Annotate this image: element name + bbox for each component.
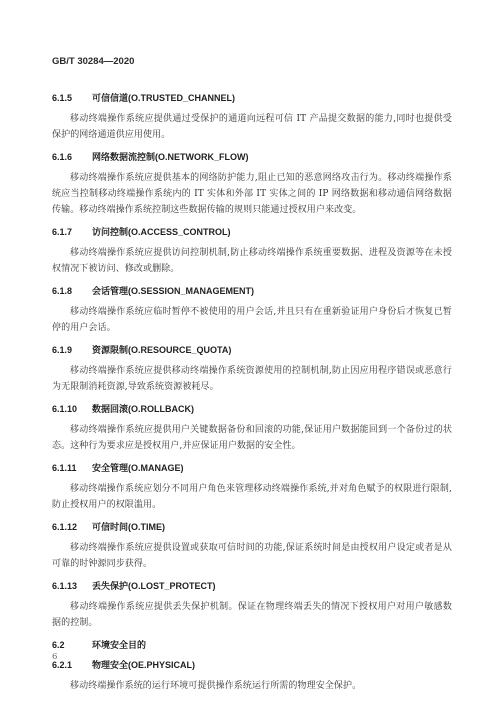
section-number: 6.1.5 — [52, 93, 73, 103]
section-6-2 — [52, 635, 452, 655]
section-title: 数据回滚(O.ROLLBACK) — [92, 404, 194, 414]
section-number: 6.1.7 — [52, 227, 73, 237]
section-6-1-5 — [52, 88, 452, 143]
page-number: 6 — [52, 652, 58, 662]
section-heading — [52, 147, 452, 167]
section-title: 可信信道(O.TRUSTED_CHANNEL) — [92, 93, 235, 103]
section-6-1-9 — [52, 340, 452, 395]
section-number: 6.1.8 — [52, 286, 73, 296]
section-6-2-1 — [52, 655, 452, 694]
section-title: 访问控制(O.ACCESS_CONTROL) — [92, 227, 231, 237]
section-paragraph: 移动终端操作系统应提供通过受保护的通道向远程可信 IT 产品提交数据的能力,同时也提供受保护的网络通道供应用使用。 — [52, 114, 452, 140]
section-heading — [52, 281, 452, 301]
section-title: 丢失保护(O.LOST_PROTECT) — [92, 581, 216, 591]
section-6-1-13 — [52, 576, 452, 631]
section-number: 6.1.6 — [52, 152, 73, 162]
section-6-1-11 — [52, 458, 452, 513]
standard-number: GB/T 30284—2020 — [52, 56, 135, 67]
section-paragraph: 移动终端操作系统应提供设置或获取可信时间的功能,保证系统时间是由授权用户设定或者是从可靠的时钟源同步获得。 — [52, 543, 452, 569]
section-number: 6.1.9 — [52, 345, 73, 355]
section-heading — [52, 458, 452, 478]
section-paragraph: 移动终端操作系统的运行环境可提供操作系统运行所需的物理安全保护。 — [70, 681, 362, 691]
section-6-1-10 — [52, 399, 452, 454]
section-title: 安全管理(O.MANAGE) — [92, 463, 184, 473]
section-number: 6.1.12 — [52, 522, 78, 532]
section-title: 会话管理(O.SESSION_MANAGEMENT) — [92, 286, 255, 296]
section-paragraph: 移动终端操作系统应提供访问控制机制,防止移动终端操作系统重要数据、进程及资源等在未授权情况下被访问、修改或删除。 — [52, 248, 452, 274]
section-title: 网络数据流控制(O.NETWORK_FLOW) — [92, 152, 249, 162]
section-paragraph: 移动终端操作系统应划分不同用户角色来管理移动终端操作系统,并对角色赋予的权限进行限制,防止授权用户的权限滥用。 — [52, 484, 452, 510]
section-heading — [52, 655, 452, 675]
section-paragraph: 移动终端操作系统应临时暂停不被使用的用户会话,并且只有在重新验证用户身份后才恢复已暂停的用户会话。 — [52, 307, 452, 333]
section-6-1-8 — [52, 281, 452, 336]
section-heading — [52, 88, 452, 108]
section-title: 物理安全(OE.PHYSICAL) — [92, 660, 196, 670]
section-heading — [52, 399, 452, 419]
section-number: 6.1.11 — [52, 463, 77, 473]
section-title: 环境安全目的 — [92, 640, 147, 650]
section-number: 6.2.1 — [52, 660, 73, 670]
section-title: 资源限制(O.RESOURCE_QUOTA) — [92, 345, 232, 355]
section-6-1-6 — [52, 147, 452, 218]
section-heading — [52, 517, 452, 537]
section-paragraph: 移动终端操作系统应提供用户关键数据备份和回滚的功能,保证用户数据能回到一个备份过的状态。这种行为要求应是授权用户,并应保证用户数据的安全性。 — [52, 425, 452, 451]
section-number: 6.1.10 — [52, 404, 78, 414]
section-heading — [52, 635, 452, 655]
section-heading — [52, 340, 452, 360]
section-6-1-7 — [52, 222, 452, 277]
section-6-1-12 — [52, 517, 452, 572]
section-heading — [52, 222, 452, 242]
section-number: 6.2 — [52, 640, 65, 650]
section-paragraph: 移动终端操作系统应提供移动终端操作系统资源使用的控制机制,防止因应用程序错误或恶意行为无限制消耗资源,导致系统资源被耗尽。 — [52, 366, 452, 392]
section-paragraph: 移动终端操作系统应提供丢失保护机制。保证在物理终端丢失的情况下授权用户对用户敏感数据的控制。 — [52, 602, 452, 628]
section-heading — [52, 576, 452, 596]
document-body — [52, 88, 452, 698]
section-paragraph: 移动终端操作系统应提供基本的网络防护能力,阻止已知的恶意网络攻击行为。移动终端操作系统应当控制移动终端操作系统内的 IT 实体和外部 IT 实体之间的 IP 网络数据和移动通信网络数据传输。移动终端操作系统控制这些数据传输的规则只能通过授权用户来改变。 — [52, 173, 452, 215]
section-number: 6.1.13 — [52, 581, 78, 591]
section-title: 可信时间(O.TIME) — [92, 522, 165, 532]
